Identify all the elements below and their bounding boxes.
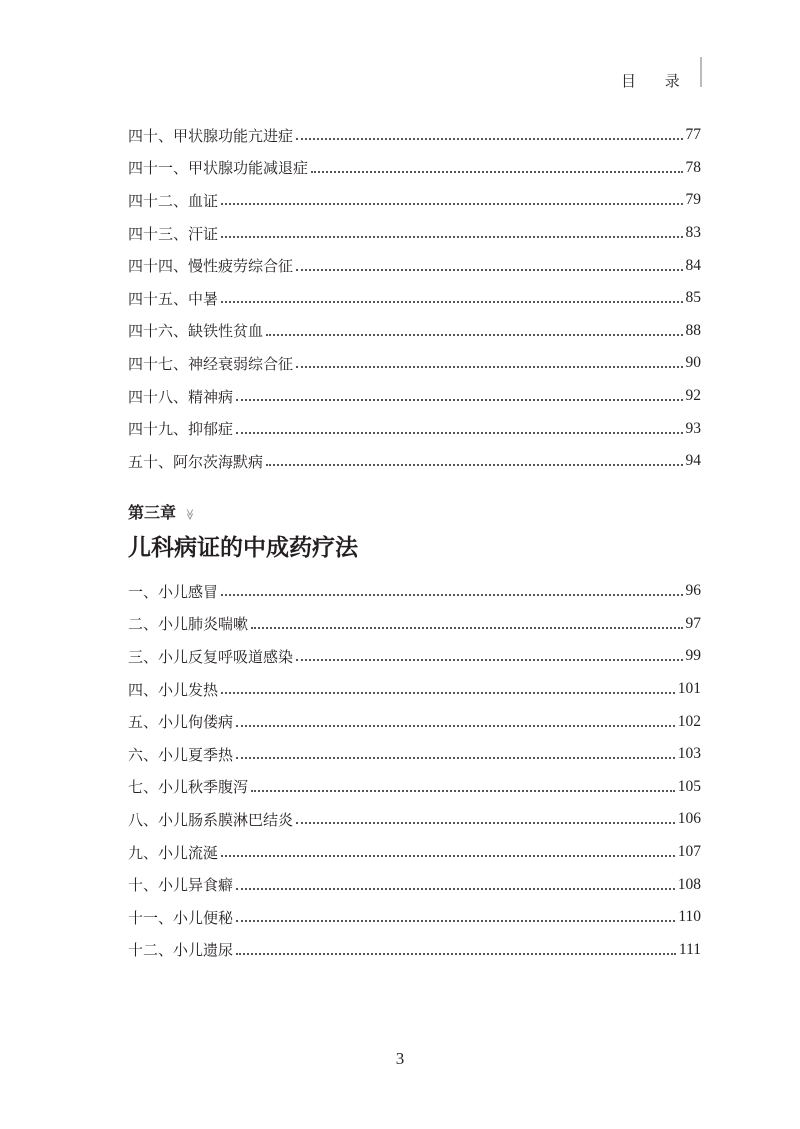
toc-entry-title: 六、小儿夏季热 [128, 745, 234, 764]
toc-entry[interactable] [128, 738, 701, 771]
toc-entry[interactable] [128, 217, 701, 250]
toc-entry[interactable] [128, 575, 701, 608]
dot-leader [236, 757, 675, 759]
dot-leader [221, 236, 682, 238]
toc-entry[interactable] [128, 347, 701, 380]
toc-entry-title: 九、小儿流涎 [128, 843, 219, 862]
dot-leader [236, 432, 682, 434]
toc-entry-title: 三、小儿反复呼吸道感染 [128, 647, 294, 666]
toc-entry-page: 105 [677, 777, 701, 795]
toc-entry[interactable] [128, 836, 701, 869]
dot-leader [251, 627, 682, 629]
dot-leader [266, 334, 682, 336]
toc-entry[interactable] [128, 803, 701, 836]
toc-entry-page: 101 [677, 680, 701, 698]
dot-leader [251, 790, 675, 792]
header-divider [700, 57, 702, 87]
toc-entry[interactable] [128, 249, 701, 282]
toc-entry[interactable] [128, 282, 701, 315]
dot-leader [296, 366, 682, 368]
dot-leader [311, 171, 682, 173]
toc-entry-page: 88 [685, 321, 701, 339]
toc-entry-page: 77 [685, 126, 701, 144]
toc-list-chapter-2 [128, 119, 701, 478]
toc-entry-page: 102 [677, 712, 701, 730]
toc-entry-page: 93 [685, 419, 701, 437]
toc-entry-title: 四十一、甲状腺功能减退症 [128, 159, 309, 178]
toc-entry[interactable] [128, 315, 701, 348]
toc-entry[interactable] [128, 868, 701, 901]
toc-entry-page: 97 [685, 614, 701, 632]
dot-leader [236, 725, 675, 727]
toc-entry-page: 96 [685, 582, 701, 600]
toc-entry[interactable] [128, 412, 701, 445]
toc-entry-title: 二、小儿肺炎喘嗽 [128, 615, 249, 634]
toc-entry-title: 四十九、抑郁症 [128, 420, 234, 439]
toc-entry-page: 103 [677, 745, 701, 763]
dot-leader [221, 692, 675, 694]
toc-entry-page: 110 [678, 908, 701, 926]
toc-entry-title: 七、小儿秋季腹泻 [128, 778, 249, 797]
toc-entry-title: 五十、阿尔茨海默病 [128, 452, 264, 471]
toc-list-chapter-3 [128, 575, 701, 966]
toc-entry-page: 85 [685, 289, 701, 307]
dot-leader [221, 301, 682, 303]
toc-entry[interactable] [128, 184, 701, 217]
dot-leader [236, 888, 675, 890]
toc-entry-page: 78 [685, 158, 701, 176]
toc-entry-title: 四十四、慢性疲劳综合征 [128, 257, 294, 276]
dot-leader [296, 822, 675, 824]
chapter-number: 第三章 [128, 503, 177, 522]
toc-entry-page: 99 [685, 647, 701, 665]
dot-leader [236, 399, 682, 401]
running-header: 目 录 [621, 72, 692, 90]
toc-entry[interactable] [128, 445, 701, 478]
chapter-title: 儿科病证的中成药疗法 [128, 534, 358, 561]
toc-entry-page: 84 [685, 256, 701, 274]
dot-leader [221, 203, 682, 205]
dot-leader [296, 269, 682, 271]
dot-leader [236, 920, 675, 922]
dot-leader [266, 464, 682, 466]
dot-leader [221, 594, 682, 596]
dot-leader [296, 138, 682, 140]
dot-leader [296, 659, 682, 661]
dot-leader [236, 953, 676, 955]
toc-entry[interactable] [128, 152, 701, 185]
toc-entry-title: 四十八、精神病 [128, 387, 234, 406]
page-number: 3 [395, 1049, 405, 1068]
chevron-down-icon: ≫ [183, 508, 197, 521]
toc-entry[interactable] [128, 771, 701, 804]
toc-entry[interactable] [128, 901, 701, 934]
toc-entry-title: 十、小儿异食癖 [128, 876, 234, 895]
toc-entry-page: 107 [677, 843, 701, 861]
toc-entry[interactable] [128, 934, 701, 967]
toc-entry-title: 四十二、血证 [128, 191, 219, 210]
toc-entry-title: 四十六、缺铁性贫血 [128, 322, 264, 341]
toc-entry[interactable] [128, 119, 701, 152]
toc-entry-page: 92 [685, 387, 701, 405]
toc-entry-page: 111 [678, 940, 701, 958]
toc-entry-title: 四十七、神经衰弱综合征 [128, 354, 294, 373]
toc-entry-title: 一、小儿感冒 [128, 582, 219, 601]
toc-entry-title: 八、小儿肠系膜淋巴结炎 [128, 810, 294, 829]
toc-entry-page: 90 [685, 354, 701, 372]
toc-entry-title: 四十五、中暑 [128, 289, 219, 308]
toc-entry-title: 五、小儿佝偻病 [128, 713, 234, 732]
toc-entry-page: 94 [685, 452, 701, 470]
toc-entry-title: 十二、小儿遗尿 [128, 941, 234, 960]
toc-entry[interactable] [128, 380, 701, 413]
chapter-label [128, 500, 196, 523]
toc-entry-title: 四、小儿发热 [128, 680, 219, 699]
toc-entry-page: 106 [677, 810, 701, 828]
toc-entry[interactable] [128, 705, 701, 738]
toc-entry[interactable] [128, 673, 701, 706]
toc-entry-page: 79 [685, 191, 701, 209]
toc-entry-title: 四十三、汗证 [128, 224, 219, 243]
toc-entry-page: 83 [685, 224, 701, 242]
toc-entry[interactable] [128, 640, 701, 673]
toc-entry-title: 十一、小儿便秘 [128, 908, 234, 927]
toc-entry-page: 108 [677, 875, 701, 893]
toc-entry[interactable] [128, 608, 701, 641]
toc-entry-title: 四十、甲状腺功能亢进症 [128, 126, 294, 145]
dot-leader [221, 855, 675, 857]
